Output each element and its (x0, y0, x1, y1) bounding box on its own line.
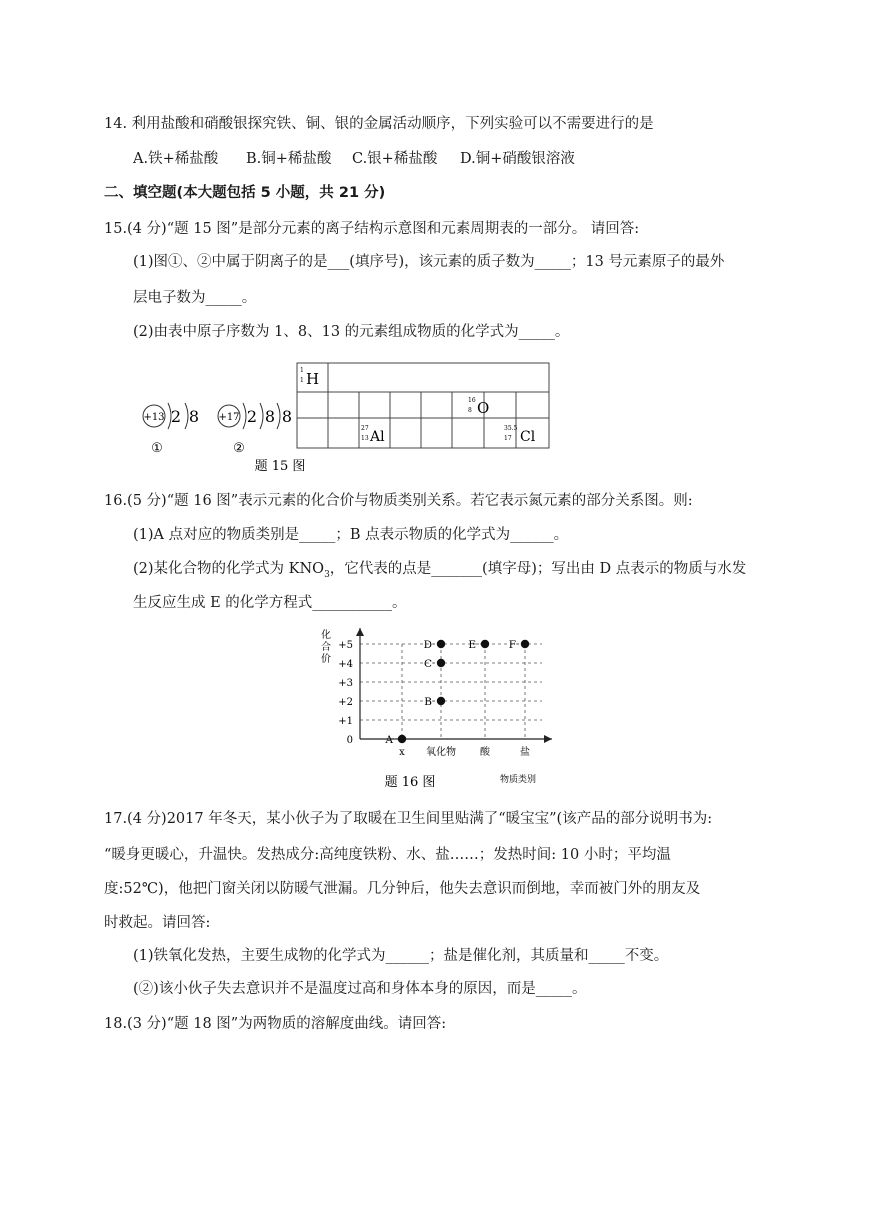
y-tick-label: +3 (338, 678, 353, 689)
q14-stem: 14. 利用盐酸和硝酸银探究铁、铜、银的金属活动顺序，下列实验可以不需要进行的是 (104, 116, 654, 132)
data-point (437, 659, 445, 667)
q16-stem: 16.(5 分)“题 16 图”表示元素的化合价与物质类别关系。若它表示氮元素的部分关系图。则: (104, 493, 693, 509)
q15-part2: (2)由表中原子序数为 1、8、13 的元素组成物质的化学式为_____。 (133, 324, 570, 340)
y-tick-label: 0 (346, 735, 353, 746)
cell-al (361, 425, 385, 445)
cell-o (468, 397, 489, 417)
data-point (481, 640, 489, 648)
q16-part1: (1)A 点对应的物质类别是_____；B 点表示物质的化学式为______。 (133, 527, 569, 543)
q14-option-d: D.铜+硝酸银溶液 (460, 151, 575, 167)
ion1-shell-2: 8 (188, 407, 200, 426)
cell-cl (504, 425, 536, 445)
x-tick-label: 酸 (480, 747, 490, 758)
figure-15-caption: 题 15 图 (254, 459, 306, 474)
cell-cl-number: 17 (504, 435, 512, 442)
figure-16-chart (320, 622, 560, 788)
x-axis-title: 物质类别 (499, 775, 537, 785)
data-point-label: F (508, 639, 516, 651)
q17-line2: “暖身更暖心，升温快。发热成分:高纯度铁粉、水、盐……；发热时间: 10 小时；平均温 (104, 847, 671, 863)
cell-o-symbol: O (477, 399, 490, 417)
q14-option-a: A.铁+稀盐酸 (133, 151, 219, 167)
y-axis-label-3: 价 (321, 654, 331, 665)
ion2-shell-2: 8 (264, 407, 276, 426)
section-title: 二、填空题(本大题包括 5 小题，共 21 分) (104, 185, 386, 201)
q17-line1: 17.(4 分)2017 年冬天，某小伙子为了取暖在卫生间里贴满了“暖宝宝”(该产品的部分说明书为: (104, 811, 713, 827)
q16-part2-line1 (133, 557, 746, 580)
ion-diagram-2 (218, 403, 292, 456)
data-point (437, 640, 445, 648)
figure-16-caption: 题 16 图 (384, 775, 436, 788)
cell-cl-symbol: Cl (520, 429, 536, 445)
q14-option-c: C.银+稀盐酸 (352, 151, 438, 167)
ion2-label: ② (233, 441, 245, 456)
data-point-label: B (424, 696, 432, 708)
cell-h-mass: 1 (300, 367, 304, 374)
q15-part1-line1: (1)图①、②中属于阴离子的是___(填序号)，该元素的质子数为_____；13 号元素原子的最外 (133, 254, 725, 270)
ion1-nucleus: +13 (143, 412, 165, 423)
y-tick-label: +4 (338, 659, 353, 670)
q17-part1: (1)铁氧化发热，主要生成物的化学式为______；盐是催化剂，其质量和_____不变。 (133, 948, 669, 964)
q18-stem: 18.(3 分)“题 18 图”为两物质的溶解度曲线。请回答: (104, 1016, 447, 1032)
q17-line4: 时救起。请回答: (104, 915, 211, 931)
data-point (437, 697, 445, 705)
x-tick-label: 氧化物 (426, 747, 456, 758)
y-axis-label-1: 化 (321, 630, 331, 641)
cell-al-symbol: Al (370, 429, 385, 445)
y-axis-arrow (356, 628, 364, 636)
cell-al-number: 13 (361, 435, 369, 442)
cell-h-number: 1 (300, 377, 304, 384)
cell-h (300, 367, 319, 388)
cell-h-symbol: H (306, 370, 320, 388)
x-tick-label: 盐 (520, 747, 530, 758)
cell-cl-mass: 35.5 (504, 425, 518, 432)
ion1-label: ① (151, 441, 163, 456)
y-axis-label-2: 合 (321, 642, 331, 653)
ion-diagram-1 (143, 403, 199, 456)
x-tick-label: x (399, 747, 405, 758)
cell-o-mass: 16 (468, 397, 476, 404)
q15-part1-line2: 层电子数为_____。 (133, 290, 257, 306)
data-point-label: E (468, 639, 476, 651)
y-tick-label: +5 (338, 640, 353, 651)
data-point-label: A (385, 734, 393, 746)
data-point (521, 640, 529, 648)
q16-part2-text-b: ，它代表的点是_______(填字母)；写出由 D 点表示的物质与水发 (329, 561, 747, 577)
data-point-label: C (423, 658, 432, 670)
q16-part2-line2: 生反应生成 E 的化学方程式___________。 (133, 595, 407, 611)
ion1-shell-1: 2 (170, 407, 182, 426)
figure-15 (135, 358, 560, 476)
q14-options (133, 147, 575, 168)
q16-part2-subscript: 3 (324, 569, 330, 580)
q17-part2: (②)该小伙子失去意识并不是温度过高和身体本身的原因，而是_____。 (133, 981, 587, 997)
q14-option-b: B.铜+稀盐酸 (246, 151, 332, 167)
q17-line3: 度:52℃)，他把门窗关闭以防暖气泄漏。几分钟后，他失去意识而倒地，幸而被门外的朋友及 (104, 881, 701, 897)
data-point (398, 735, 406, 743)
ion2-shell-1: 2 (246, 407, 258, 426)
data-point-label: D (423, 639, 432, 651)
cell-o-number: 8 (468, 407, 472, 414)
x-axis-arrow (544, 735, 552, 743)
y-tick-label: +1 (338, 716, 353, 727)
q16-part2-text-a: (2)某化合物的化学式为 KNO (133, 561, 325, 577)
q15-stem: 15.(4 分)“题 15 图”是部分元素的离子结构示意图和元素周期表的一部分。 请回答: (104, 221, 640, 237)
ion2-shell-3: 8 (281, 407, 293, 426)
ion2-nucleus: +17 (218, 412, 240, 423)
y-tick-label: +2 (338, 697, 353, 708)
cell-al-mass: 27 (361, 425, 369, 432)
